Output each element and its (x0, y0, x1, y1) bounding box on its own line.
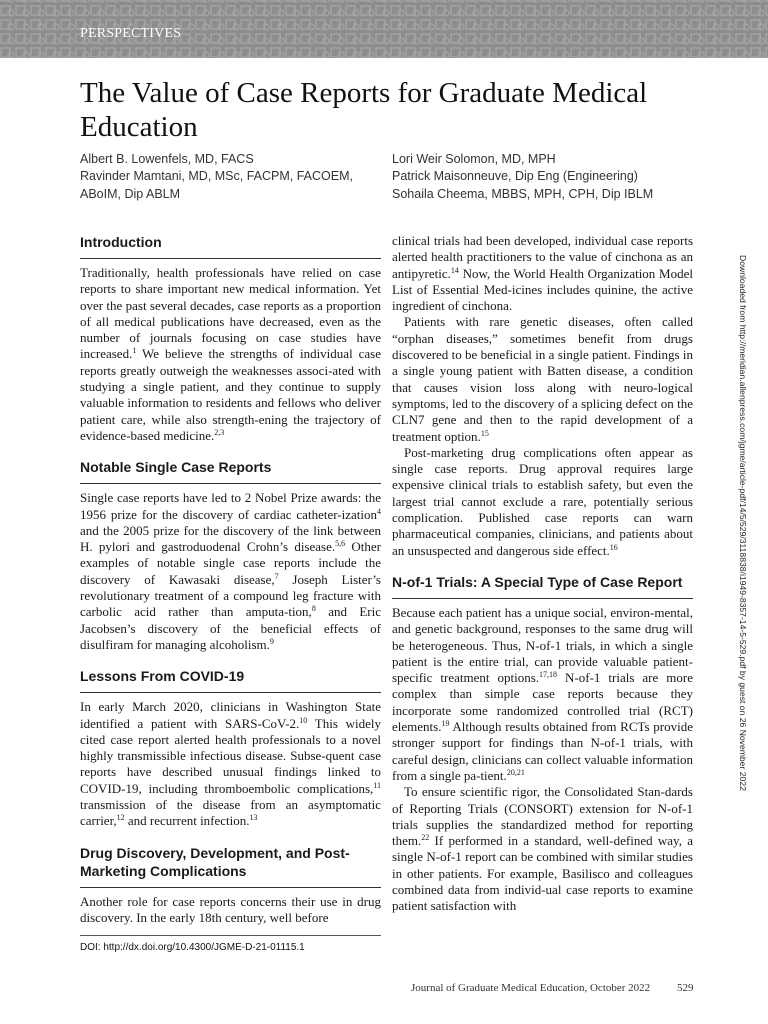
download-notice-text: Downloaded from http://meridian.allenpress.com/jgme/article-pdf/14/5/529/3118838/i1949-8357-14-5-529.pdf by guest on 26 November 2022 (738, 255, 748, 791)
citation-ref: 16 (609, 542, 618, 552)
authors-right (392, 151, 653, 203)
text-run: Although results obtained from RCTs provide stronger support for findings than N-of-1 trials, with careful design, clinicians can collect valuable information from a single pa-tient. (392, 719, 693, 783)
citation-ref: 7 (274, 571, 279, 581)
paragraph-drug-discovery (80, 894, 381, 927)
text-run: Now, the World Health Organization Model List of Essential Med-icines includes quinine, the active ingredient of cinchona. (392, 265, 693, 314)
section-label: PERSPECTIVES (80, 26, 182, 41)
text-run: Traditionally, health professionals have relied on case reports to share important new medical information. Yet over the past several decades, case reports as a proportion of all medical publications have decreased, even as the number of journals focusing on case studies have increased. (80, 265, 381, 362)
paragraph-introduction (80, 265, 381, 444)
paragraph-orphan-diseases (392, 314, 693, 444)
text-run: clinical trials had been developed, individual case reports alerted health practitioners to the value of cinchona as an antipyretic. (392, 233, 693, 281)
citation-ref: 14 (450, 265, 459, 275)
citation-ref: 9 (269, 636, 274, 646)
text-run: transmission of the disease from an asymptomatic carrier, (80, 797, 381, 829)
citation-ref: 15 (480, 428, 489, 438)
text-run: Other examples of notable single case reports include the discovery of Kawasaki disease, (80, 539, 381, 587)
heading-notable-reports: Notable Single Case Reports (80, 458, 381, 484)
author-line: ABoIM, Dip ABLM (80, 186, 181, 201)
text-run: Because each patient has a unique social, environ-mental, and genetic background, responses to the same drug will be heterogeneous. Thus, N-of-1 trials, in which a single patient is the entire trial, can provide valuable patient-specific treatment options. (392, 604, 693, 686)
author-line: Albert B. Lowenfels, MD, FACS (80, 152, 254, 166)
citation-ref: 22 (421, 833, 430, 843)
text-run: Single case reports have led to 2 Nobel Prize awards: the 1956 prize for the discovery of cardiac catheter-ization (80, 490, 381, 522)
citation-ref: 4 (377, 506, 381, 516)
authors-left (80, 151, 353, 203)
text-run: and the 2005 prize for the discovery of the link between H. pylori and gastroduodenal Crohn’s disease. (80, 522, 381, 555)
download-notice (738, 255, 748, 791)
citation-ref: 12 (116, 813, 125, 823)
journal-footer: Journal of Graduate Medical Education, October 2022 (411, 982, 651, 994)
article-title: The Value of Case Reports for Graduate Medical Education (80, 77, 648, 143)
text-run: This widely cited case report alerted health professionals to a novel highly transmissible infectious disease. Subse-quent case reports have described unusual findings linked to COVID-19, including thromboembolic complications, (80, 715, 381, 796)
heading-introduction: Introduction (80, 233, 381, 259)
citation-ref: 17,18 (539, 670, 558, 680)
heading-covid: Lessons From COVID-19 (80, 667, 381, 693)
heading-drug-discovery: Drug Discovery, Development, and Post-Marketing Complications (80, 844, 381, 888)
paragraph-n-of-1 (392, 605, 693, 784)
paragraph-notable-reports (80, 490, 381, 653)
citation-ref: 13 (249, 813, 258, 823)
paragraph-consort (392, 784, 693, 914)
author-line: Ravinder Mamtani, MD, MSc, FACPM, FACOEM, (80, 169, 353, 184)
left-column (80, 233, 381, 926)
page-number: 529 (677, 982, 694, 994)
text-run: Post-marketing drug complications often appear as single case reports. Drug approval requires large expensive clinical trials to establish safety, but even the largest trial cannot exclude a rare, potentially serious complication. Published case reports can warn pharmaceutical companies, clinicians, and patients about an unsuspected and dangerous side effect. (392, 444, 693, 558)
paragraph-covid (80, 699, 381, 829)
paragraph-post-marketing (392, 445, 693, 559)
text-run: N-of-1 trials are more complex than simple case reports because they incorporate some randomized controlled trial (RCT) elements. (392, 670, 693, 735)
text-run: If performed in a standard, well-defined way, a single N-of-1 report can be combined with similar studies in other patients. For example, Basilisco and colleagues combined data from individ-ual case reports to examine patient satisfaction with (392, 833, 693, 914)
paragraph-cinchona (392, 233, 693, 314)
text-run: Another role for case reports concerns their use in drug discovery. In the early 18th century, well before (80, 893, 381, 925)
text-run: In early March 2020, clinicians in Washington State identified a patient with SARS-CoV-2. (80, 699, 381, 731)
text-run: We believe the strengths of individual case reports greatly outweigh the weaknesses associ-ated with studying a single patient, and they continue to supply valuable information to residents and fellows who deliver patient care, while also strength-ening the trajectory of evidence-based medicine. (80, 346, 381, 443)
text-run: and recurrent infection. (124, 813, 250, 829)
citation-ref: 10 (299, 715, 308, 725)
citation-ref: 8 (311, 604, 316, 614)
text-run: To ensure scientific rigor, the Consolidated Stan-dards of Reporting Trials (CONSORT) extension for N-of-1 trials supplies the standardized method for reporting them. (392, 784, 693, 849)
heading-n-of-1: N-of-1 Trials: A Special Type of Case Report (392, 573, 693, 599)
text-run: Patients with rare genetic diseases, often called “orphan diseases,” sometimes benefit from drugs discovered to be beneficial in a single patient. Findings in a single young patient with Batten disease, a condition that causes vision loss along with neuro-logical symptoms, led to the discovery of a splicing defect on the CLN7 gene and then to the rapid development of a treatment option. (392, 314, 693, 444)
right-column (392, 233, 693, 915)
citation-ref: 5,6 (335, 539, 346, 549)
citation-ref: 20,21 (506, 767, 525, 777)
citation-ref: 11 (373, 780, 381, 790)
text-run: Joseph Lister’s revolutionary treatment of a compound leg fracture with carbolic acid rather than amputa-tion, (80, 571, 381, 620)
citation-ref: 1 (132, 346, 137, 356)
author-line: Patrick Maisonneuve, Dip Eng (Engineering) (392, 169, 638, 184)
author-line: Sohaila Cheema, MBBS, MPH, CPH, Dip IBLM (392, 186, 654, 201)
header-band (0, 0, 768, 58)
citation-ref: 2,3 (214, 427, 225, 437)
doi-link[interactable]: DOI: http://dx.doi.org/10.4300/JGME-D-21-01115.1 (80, 935, 381, 953)
citation-ref: 19 (441, 719, 450, 729)
author-line: Lori Weir Solomon, MD, MPH (392, 152, 556, 166)
text-run: and Eric Jacobsen’s discovery of the beneficial effects of disulfiram for managing alcoholism. (80, 604, 381, 652)
